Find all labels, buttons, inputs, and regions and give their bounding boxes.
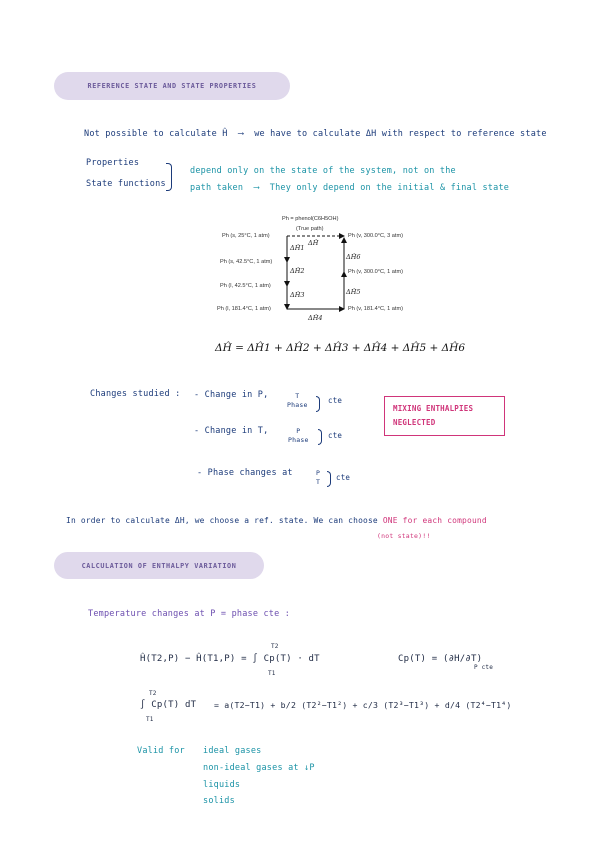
dh2-label: ΔĤ2 — [290, 267, 305, 275]
valid-for-label: Valid for — [137, 746, 185, 756]
section-title: REFERENCE STATE AND STATE PROPERTIES — [87, 82, 257, 90]
dh5-label: ΔĤ5 — [346, 288, 361, 296]
valid-item: ideal gases — [203, 746, 262, 756]
dh1-label: ΔĤ1 — [290, 244, 305, 252]
cp-definition: Cp(T) = (∂H/∂T) — [398, 654, 483, 664]
arrow-right-icon: ⟶ — [232, 129, 249, 139]
temp-changes-line: Temperature changes at P = phase cte : — [88, 609, 291, 619]
enthalpy-sum-equation: ΔĤ = ΔĤ1 + ΔĤ2 + ΔĤ3 + ΔĤ4 + ΔĤ5 + ΔĤ6 — [215, 342, 466, 354]
eq2-lower-limit: T1 — [146, 716, 154, 723]
change-item-1-tail: cte — [328, 396, 343, 405]
bracket — [318, 429, 322, 445]
state-left-4: Ph (l, 181.4°C, 1 atm) — [217, 306, 271, 312]
path-diagram — [0, 0, 600, 340]
valid-item: liquids — [203, 780, 241, 790]
changes-studied-label: Changes studied : — [90, 389, 181, 399]
eq1-upper-limit: T2 — [271, 643, 279, 650]
change-item-1-sub: T Phase — [287, 392, 308, 409]
dh4-label: ΔĤ4 — [308, 314, 323, 322]
bracket — [327, 471, 331, 487]
state-right-2: Ph (v, 300.0°C, 1 atm) — [348, 269, 403, 275]
state-left-2: Ph (s, 42.5°C, 1 atm) — [220, 259, 273, 265]
cp-integral: ∫ Cp(T) dT — [140, 700, 197, 710]
diagram-title: Ph = phenol(C6H5OH) — [282, 216, 339, 222]
properties-label: Properties — [86, 158, 140, 168]
eq1-lower-limit: T1 — [268, 670, 276, 677]
bracket — [316, 396, 320, 412]
section-title: CALCULATION OF ENTHALPY VARIATION — [81, 561, 237, 570]
state-left-1: Ph (s, 25°C, 1 atm) — [222, 233, 270, 239]
section-header-enthalpy-variation — [54, 552, 264, 579]
cp-polynomial-integral: = a(T2−T1) + b/2 (T2²−T1²) + c/3 (T2³−T1³) + d/4 (T2⁴−T1⁴) — [214, 700, 512, 710]
ref-state-line: In order to calculate ΔH, we choose a ref. state. We can choose ONE for each compound — [66, 516, 487, 525]
arrow-right-icon: ⟶ — [248, 183, 265, 193]
line-not-possible: Not possible to calculate Ĥ ⟶ we have to calculate ΔH with respect to reference state — [84, 129, 547, 139]
depend-line-1: depend only on the state of the system, not on the — [190, 166, 456, 176]
change-item-2: - Change in T, — [194, 426, 269, 436]
state-right-3: Ph (v, 181.4°C, 1 atm) — [348, 306, 403, 312]
enthalpy-integral-eq: Ĥ(T2,P) − Ĥ(T1,P) = ∫ Cp(T) · dT — [140, 654, 320, 664]
dh-total-label: ΔĤ — [308, 239, 319, 247]
dh3-label: ΔĤ3 — [290, 291, 305, 299]
true-path-label: (True path) — [296, 226, 324, 232]
change-item-1: - Change in P, — [194, 390, 269, 400]
valid-item: solids — [203, 796, 235, 806]
change-item-2-tail: cte — [328, 431, 343, 440]
state-left-3: Ph (l, 42.5°C, 1 atm) — [220, 283, 271, 289]
dh6-label: ΔĤ6 — [346, 253, 361, 261]
change-item-3-sub: P T — [316, 469, 321, 486]
change-item-3-tail: cte — [336, 473, 351, 482]
cp-subscript: P cte — [474, 664, 494, 671]
change-item-3: - Phase changes at — [197, 468, 293, 478]
ref-state-note: (not state)!! — [377, 532, 431, 540]
change-item-2-sub: P Phase — [288, 427, 309, 444]
state-right-1: Ph (v, 300.0°C, 3 atm) — [348, 233, 403, 239]
valid-item: non-ideal gases at ↓P — [203, 763, 315, 773]
state-functions-label: State functions — [86, 179, 166, 189]
mixing-note: MIXING ENTHALPIES NEGLECTED — [393, 404, 474, 427]
eq2-upper-limit: T2 — [149, 690, 157, 697]
depend-line-2: path taken ⟶ They only depend on the initial & final state — [190, 183, 510, 193]
